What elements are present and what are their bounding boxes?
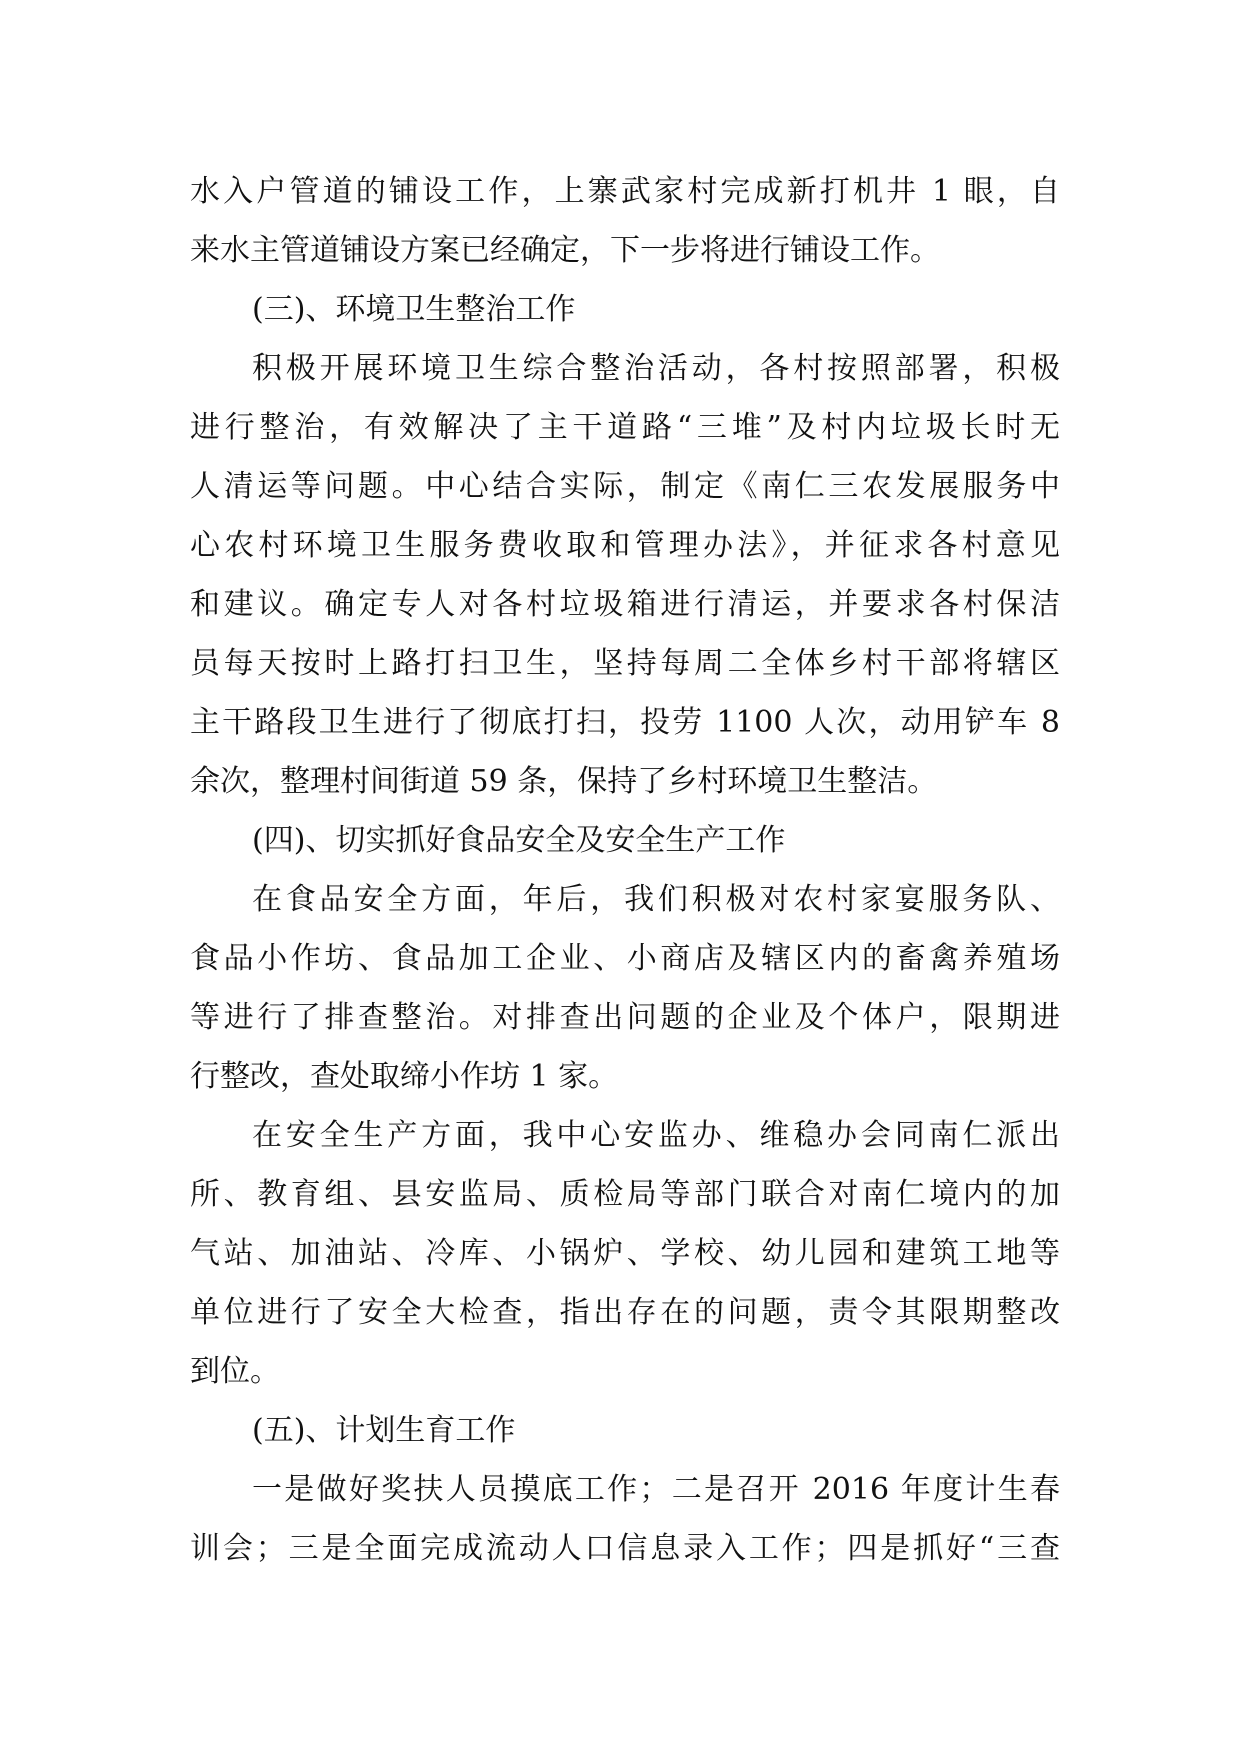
text-line: 来水主管道铺设方案已经确定，下一步将进行铺设工作。 [190, 233, 940, 268]
text-line: 所、教育组、县安监局、质检局等部门联合对南仁境内的加 [190, 1177, 1060, 1212]
text-line: 等进行了排查整治。对排查出问题的企业及个体户，限期进 [190, 1000, 1060, 1035]
text-line: 在食品安全方面，年后，我们积极对农村家宴服务队、 [252, 882, 1060, 917]
section-heading: (三)、环境卫生整治工作 [252, 292, 576, 327]
text-line: 和建议。确定专人对各村垃圾箱进行清运，并要求各村保洁 [190, 587, 1060, 622]
text-line: 在安全生产方面，我中心安监办、维稳办会同南仁派出 [252, 1118, 1060, 1153]
text-line: 训会；三是全面完成流动人口信息录入工作；四是抓好“三查 [190, 1531, 1060, 1566]
text-line: 心农村环境卫生服务费收取和管理办法》，并征求各村意见 [190, 528, 1060, 563]
text-line: 单位进行了安全大检查，指出存在的问题，责令其限期整改 [190, 1295, 1060, 1330]
text-line: 到位。 [190, 1354, 280, 1389]
section-heading: (四)、切实抓好食品安全及安全生产工作 [252, 823, 786, 858]
text-line: 气站、加油站、冷库、小锅炉、学校、幼儿园和建筑工地等 [190, 1236, 1060, 1271]
text-line: 行整改，查处取缔小作坊 1 家。 [190, 1059, 619, 1094]
text-line: 员每天按时上路打扫卫生，坚持每周二全体乡村干部将辖区 [190, 646, 1060, 681]
section-heading: (五)、计划生育工作 [252, 1413, 516, 1448]
text-line: 食品小作坊、食品加工企业、小商店及辖区内的畜禽养殖场 [190, 941, 1060, 976]
text-line: 余次，整理村间街道 59 条，保持了乡村环境卫生整洁。 [190, 764, 938, 799]
text-line: 进行整治，有效解决了主干道路“三堆”及村内垃圾长时无 [190, 410, 1060, 445]
text-line: 水入户管道的铺设工作，上寨武家村完成新打机井 1 眼，自 [190, 174, 1060, 209]
text-line: 人清运等问题。中心结合实际，制定《南仁三农发展服务中 [190, 469, 1060, 504]
document-page [190, 162, 1060, 1578]
text-line: 主干路段卫生进行了彻底打扫，投劳 1100 人次，动用铲车 8 [190, 705, 1060, 740]
text-line: 一是做好奖扶人员摸底工作；二是召开 2016 年度计生春 [252, 1472, 1060, 1507]
text-line: 积极开展环境卫生综合整治活动，各村按照部署，积极 [252, 351, 1060, 386]
